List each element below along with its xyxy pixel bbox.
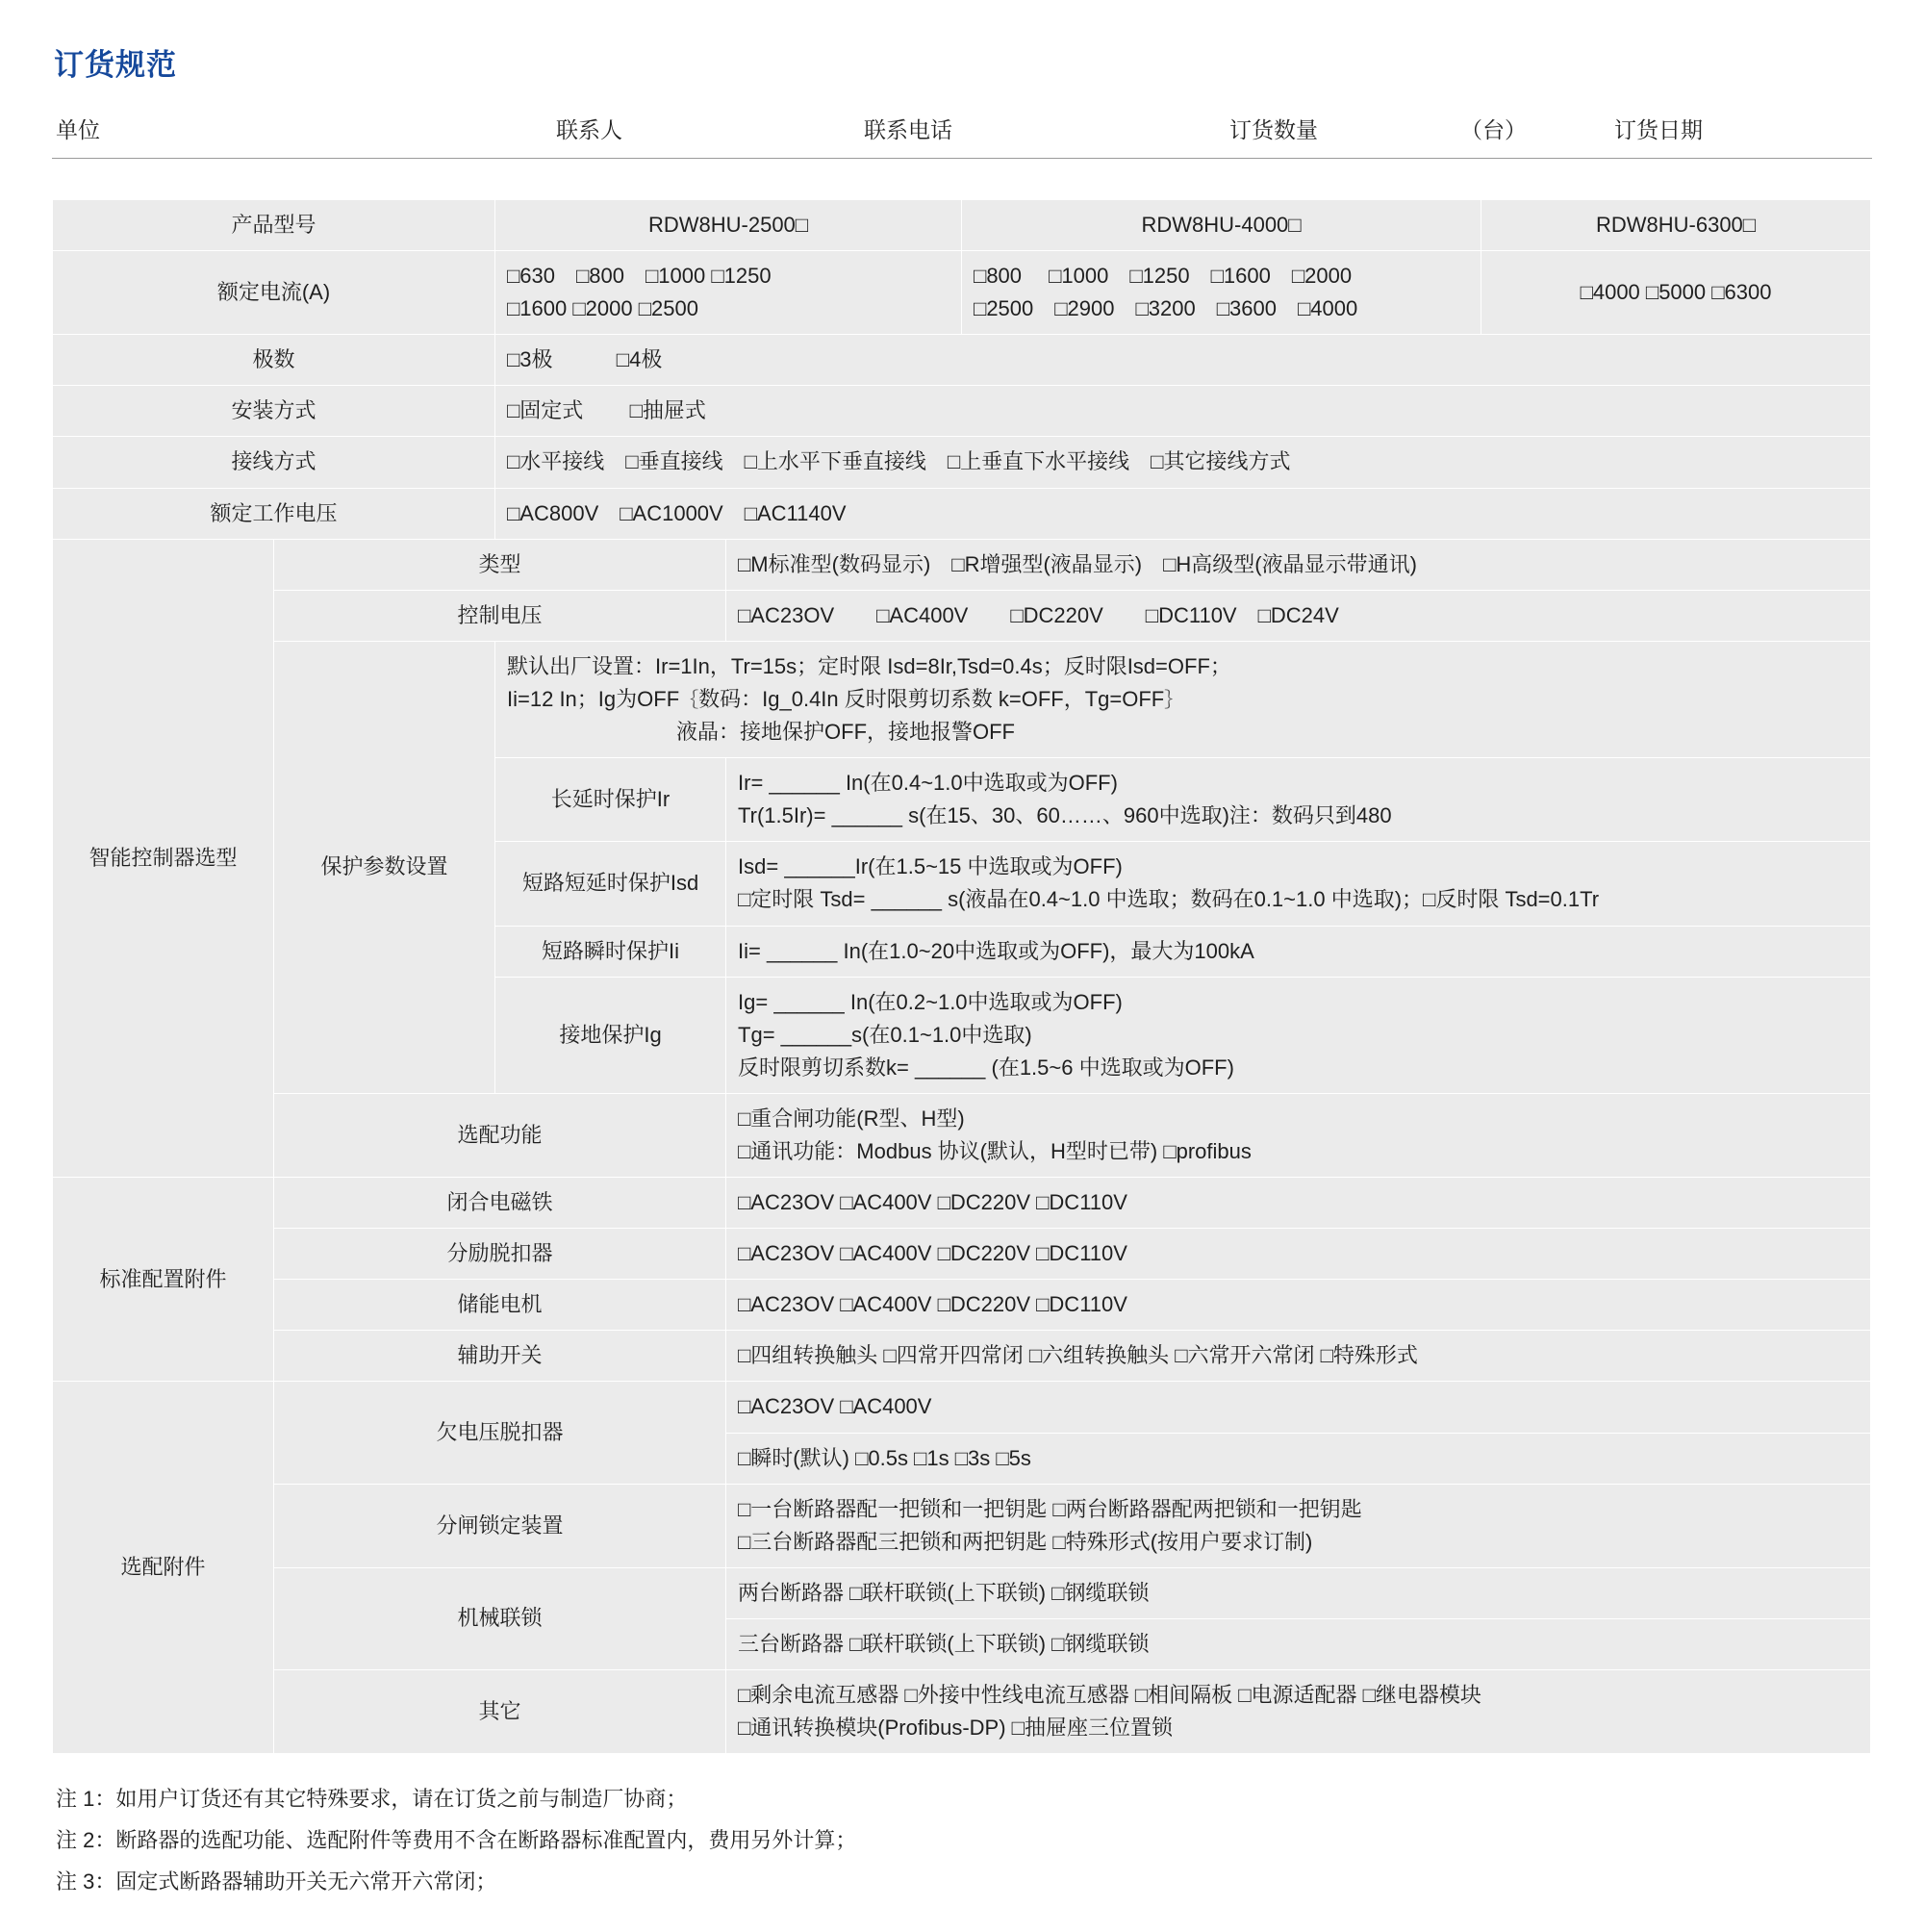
undervoltage-value-line2[interactable]: □瞬时(默认) □0.5s □1s □3s □5s	[726, 1433, 1871, 1484]
poles-label: 极数	[53, 335, 495, 386]
poles-value	[495, 335, 1871, 386]
standard-accessories-label: 标准配置附件	[53, 1178, 274, 1382]
table-row-default-settings	[53, 641, 1871, 757]
control-voltage-label: 控制电压	[274, 590, 726, 641]
default-settings-line2-b: 数码：Ig_0.4In 反时限剪切系数 k=OFF，Tg=OFF	[698, 686, 1165, 711]
info-label-unit-suffix: （台）	[1460, 117, 1527, 142]
protect-params-label: 保护参数设置	[274, 641, 495, 1093]
default-settings-line1: 默认出厂设置：Ir=1In，Tr=15s；定时限 Isd=8Ir,Tsd=0.4s；反时限Isd=OFF；	[507, 653, 1231, 678]
table-row-undervoltage	[53, 1382, 1871, 1433]
ground-line1[interactable]: Ig= ______ In(在0.2~1.0中选取或为OFF)	[738, 989, 1123, 1014]
rated-voltage-label: 额定工作电压	[53, 488, 495, 539]
table-row-auxiliary-switch	[53, 1331, 1871, 1382]
table-row-interlock	[53, 1567, 1871, 1618]
info-label-order-date: 订货日期	[1614, 117, 1703, 142]
rated-current-2500	[495, 251, 962, 335]
table-row-model	[53, 200, 1871, 251]
instantaneous-label: 短路瞬时保护Ii	[495, 926, 726, 977]
table-row-install	[53, 386, 1871, 437]
table-row-lock	[53, 1484, 1871, 1567]
optional-function-value	[726, 1093, 1871, 1177]
long-delay-value	[726, 758, 1871, 842]
table-row-control-voltage	[53, 590, 1871, 641]
lock-label: 分闸锁定装置	[274, 1484, 726, 1567]
install-option-drawer[interactable]: □抽屉式	[629, 398, 706, 423]
control-voltage-value[interactable]: □AC23OV □AC400V □DC220V □DC110V □DC24V	[726, 590, 1871, 641]
long-delay-line2[interactable]: Tr(1.5Ir)= ______ s(在15、30、60……、960中选取)注：数码只到480	[738, 803, 1392, 828]
other-label: 其它	[274, 1670, 726, 1754]
rated-current-6300[interactable]: □4000 □5000 □6300	[1481, 251, 1871, 335]
page-title: 订货规范	[54, 48, 177, 82]
model-label: 产品型号	[53, 200, 495, 251]
rated-current-2500-line1[interactable]: □630 □800 □1000 □1250	[507, 264, 772, 289]
default-settings-line2-a: Ii=12 In；Ig为OFF	[507, 686, 680, 711]
info-label-unit: 单位	[56, 117, 100, 142]
table-row-shunt-release	[53, 1229, 1871, 1280]
instantaneous-value[interactable]: Ii= ______ In(在1.0~20中选取或为OFF)，最大为100kA	[726, 926, 1871, 977]
model-4000: RDW8HU-4000□	[962, 200, 1481, 251]
optional-function-label: 选配功能	[274, 1093, 726, 1177]
note-2: 注 2：断路器的选配功能、选配附件等费用不含在断路器标准配置内，费用另外计算；	[56, 1828, 857, 1853]
rated-current-label: 额定电流(A)	[53, 251, 495, 335]
ground-label: 接地保护Ig	[495, 977, 726, 1093]
short-delay-line1[interactable]: Isd= ______Ir(在1.5~15 中选取或为OFF)	[738, 854, 1123, 879]
ground-value	[726, 977, 1871, 1093]
wiring-label: 接线方式	[53, 437, 495, 488]
controller-type-value[interactable]: □M标准型(数码显示) □R增强型(液晶显示) □H高级型(液晶显示带通讯)	[726, 539, 1871, 590]
poles-option-4[interactable]: □4极	[616, 347, 663, 372]
table-row-rated-voltage	[53, 488, 1871, 539]
other-line1[interactable]: □剩余电流互感器 □外接中性线电流互感器 □相间隔板 □电源适配器 □继电器模块	[738, 1683, 1481, 1707]
long-delay-label: 长延时保护Ir	[495, 758, 726, 842]
shunt-release-label: 分励脱扣器	[274, 1229, 726, 1280]
table-row-optional-function	[53, 1093, 1871, 1177]
lock-line2[interactable]: □三台断路器配三把锁和两把钥匙 □特殊形式(按用户要求订制)	[738, 1529, 1313, 1554]
default-settings-line3: 液晶：接地保护OFF，接地报警OFF	[676, 720, 1015, 745]
other-line2[interactable]: □通讯转换模块(Profibus-DP) □抽屉座三位置锁	[738, 1716, 1173, 1741]
model-2500: RDW8HU-2500□	[495, 200, 962, 251]
model-6300: RDW8HU-6300□	[1481, 200, 1871, 251]
undervoltage-label: 欠电压脱扣器	[274, 1382, 726, 1484]
shunt-release-value[interactable]: □AC23OV □AC400V □DC220V □DC110V	[726, 1229, 1871, 1280]
optional-function-line1[interactable]: □重合闸功能(R型、H型)	[738, 1106, 965, 1131]
closing-solenoid-value[interactable]: □AC23OV □AC400V □DC220V □DC110V	[726, 1178, 1871, 1229]
energy-motor-label: 储能电机	[274, 1280, 726, 1331]
energy-motor-value[interactable]: □AC23OV □AC400V □DC220V □DC110V	[726, 1280, 1871, 1331]
short-delay-value	[726, 842, 1871, 926]
interlock-line2[interactable]: 三台断路器 □联杆联锁(上下联锁) □钢缆联锁	[726, 1618, 1871, 1669]
table-row-wiring	[53, 437, 1871, 488]
notes-block	[52, 1779, 1872, 1903]
controller-type-label: 类型	[274, 539, 726, 590]
note-1: 注 1：如用户订货还有其它特殊要求，请在订货之前与制造厂协商；	[56, 1787, 688, 1812]
info-label-contact: 联系人	[556, 117, 622, 142]
default-settings-line2: Ii=12 In；Ig为OFF｛数码：Ig_0.4In 反时限剪切系数 k=OFF，Tg=OFF｝	[507, 686, 1184, 711]
rated-current-4000-line1[interactable]: □800 □1000 □1250 □1600 □2000	[974, 264, 1353, 289]
interlock-label: 机械联锁	[274, 1567, 726, 1669]
rated-voltage-value[interactable]: □AC800V □AC1000V □AC1140V	[495, 488, 1871, 539]
auxiliary-switch-value[interactable]: □四组转换触头 □四常开四常闭 □六组转换触头 □六常开六常闭 □特殊形式	[726, 1331, 1871, 1382]
install-option-fixed[interactable]: □固定式	[507, 398, 584, 423]
long-delay-line1[interactable]: Ir= ______ In(在0.4~1.0中选取或为OFF)	[738, 771, 1118, 796]
rated-current-4000	[962, 251, 1481, 335]
info-label-phone: 联系电话	[864, 117, 952, 142]
interlock-line1[interactable]: 两台断路器 □联杆联锁(上下联锁) □钢缆联锁	[726, 1567, 1871, 1618]
info-label-quantity: 订货数量	[1229, 117, 1318, 142]
closing-solenoid-label: 闭合电磁铁	[274, 1178, 726, 1229]
undervoltage-value-line1[interactable]: □AC23OV □AC400V	[726, 1382, 1871, 1433]
optional-function-line2[interactable]: □通讯功能：Modbus 协议(默认，H型时已带) □profibus	[738, 1138, 1252, 1163]
wiring-value[interactable]: □水平接线 □垂直接线 □上水平下垂直接线 □上垂直下水平接线 □其它接线方式	[495, 437, 1871, 488]
controller-label: 智能控制器选型	[53, 539, 274, 1177]
ground-line2[interactable]: Tg= ______s(在0.1~1.0中选取)	[738, 1022, 1032, 1047]
table-row-closing-solenoid	[53, 1178, 1871, 1229]
install-value	[495, 386, 1871, 437]
table-row-poles	[53, 335, 1871, 386]
auxiliary-switch-label: 辅助开关	[274, 1331, 726, 1382]
optional-accessories-label: 选配附件	[53, 1382, 274, 1754]
ground-line3[interactable]: 反时限剪切系数k= ______ (在1.5~6 中选取或为OFF)	[738, 1055, 1234, 1080]
table-row-rated-current	[53, 251, 1871, 335]
specification-table	[52, 199, 1871, 1754]
table-row-energy-motor	[53, 1280, 1871, 1331]
customer-info-row	[52, 113, 1872, 159]
short-delay-line2[interactable]: □定时限 Tsd= ______ s(液晶在0.4~1.0 中选取；数码在0.1~1.0 中选取)；□反时限 Tsd=0.1Tr	[738, 887, 1600, 912]
install-label: 安装方式	[53, 386, 495, 437]
other-value	[726, 1670, 1871, 1754]
rated-current-4000-line2[interactable]: □2500 □2900 □3200 □3600 □4000	[974, 296, 1358, 321]
lock-value	[726, 1484, 1871, 1567]
lock-line1[interactable]: □一台断路器配一把锁和一把钥匙 □两台断路器配两把锁和一把钥匙	[738, 1496, 1362, 1521]
poles-option-3[interactable]: □3极	[507, 347, 553, 372]
short-delay-label: 短路短延时保护Isd	[495, 842, 726, 926]
note-3: 注 3：固定式断路器辅助开关无六常开六常闭；	[56, 1868, 497, 1894]
table-row-controller-type	[53, 539, 1871, 590]
table-row-other	[53, 1670, 1871, 1754]
rated-current-2500-line2[interactable]: □1600 □2000 □2500	[507, 296, 698, 321]
default-settings-value	[495, 641, 1871, 757]
